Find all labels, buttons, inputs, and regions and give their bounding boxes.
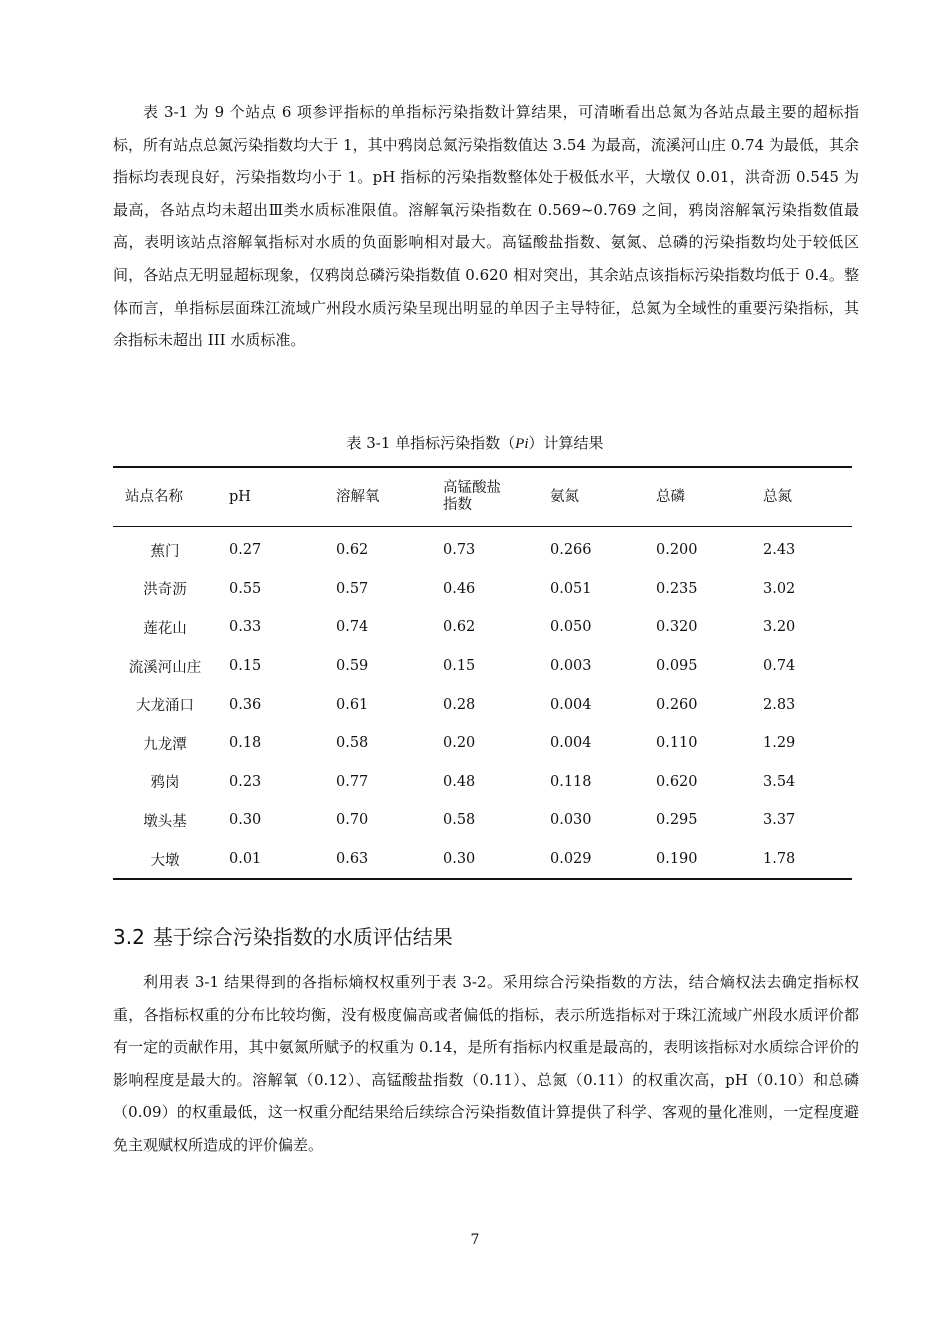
cell-site: 鸦岗 [150,775,180,792]
cell-ammonia-nitrogen: 0.118 [550,773,592,790]
cell-dissolved-oxygen: 0.61 [336,696,369,713]
cell-dissolved-oxygen: 0.59 [336,658,369,675]
header-total-nitrogen: 总氮 [763,488,792,505]
table-row [113,685,852,724]
cell-site: 洪奇沥 [143,582,187,599]
table-row [113,647,852,686]
table-row [113,801,852,840]
cell-dissolved-oxygen: 0.58 [336,735,369,752]
cell-ph: 0.18 [229,735,262,752]
cell-total-nitrogen: 1.29 [763,735,796,752]
cell-total-phosphorus: 0.620 [656,773,698,790]
cell-ph: 0.55 [229,580,262,597]
cell-ph: 0.15 [229,658,262,675]
cell-site: 大龙涌口 [136,698,194,715]
header-total-phosphorus: 总磷 [656,488,685,505]
pollution-index-table [113,466,852,880]
cell-total-phosphorus: 0.235 [656,580,698,597]
cell-total-phosphorus: 0.295 [656,812,698,829]
cell-permanganate-index: 0.48 [443,773,476,790]
section-title: 基于综合污染指数的水质评估结果 [152,925,453,949]
cell-ph: 0.27 [229,542,262,559]
cell-site: 流溪河山庄 [128,659,202,676]
table-row [113,724,852,763]
cell-total-phosphorus: 0.200 [656,542,698,559]
cell-permanganate-index: 0.46 [443,580,476,597]
cell-dissolved-oxygen: 0.57 [336,580,369,597]
table-row [113,570,852,609]
cell-ammonia-nitrogen: 0.004 [550,735,592,752]
cell-ammonia-nitrogen: 0.003 [550,658,592,675]
cell-total-phosphorus: 0.320 [656,619,698,636]
table-row [113,527,852,570]
cell-ammonia-nitrogen: 0.030 [550,812,592,829]
cell-permanganate-index: 0.73 [443,542,476,559]
table-caption-suffix: ）计算结果 [528,434,604,452]
body-paragraph-1: 表 3-1 为 9 个站点 6 项参评指标的单指标污染指数计算结果，可清晰看出总氮为各站点最主要的超标指标，所有站点总氮污染指数均大于 1，其中鸦岗总氮污染指数值达 3.54 为最高，流溪河山庄 0.74 为最低，其余指标均表现良好，污染指数均小于 1。pH 指标的污染指数整体处于极低水平，大墩仅 0.01，洪奇沥 0.545 为最高，各站点均未超出Ⅲ类水质标准限值。溶解氧污染指数在 0.569~0.769 之间，鸦岗溶解氧污染指数值最高，表明该站点溶解氧指标对水质的负面影响相对最大。高锰酸盐指数、氨氮、总磷的污染指数均处于较低区间，各站点无明显超标现象，仅鸦岗总磷污染指数值 0.620 相对突出，其余站点该指标污染指数均低于 0.4。整体而言，单指标层面珠江流域广州段水质污染呈现出明显的单因子主导特征，总氮为全域性的重要污染指标，其余指标未超出 III 水质标准。 [113,103,859,350]
cell-dissolved-oxygen: 0.74 [336,619,369,636]
cell-total-phosphorus: 0.110 [656,735,698,752]
cell-ph: 0.01 [229,851,262,868]
cell-total-nitrogen: 0.74 [763,658,796,675]
cell-ammonia-nitrogen: 0.050 [550,619,592,636]
table-caption-symbol: Pi [515,436,529,452]
cell-permanganate-index: 0.20 [443,735,476,752]
cell-permanganate-index: 0.58 [443,812,476,829]
cell-dissolved-oxygen: 0.63 [336,851,369,868]
header-permanganate-index: 高锰酸盐指数 [443,480,501,513]
header-ammonia-nitrogen: 氨氮 [550,488,579,505]
cell-permanganate-index: 0.15 [443,658,476,675]
cell-total-nitrogen: 3.54 [763,773,796,790]
cell-ph: 0.36 [229,696,262,713]
table-row [113,608,852,647]
cell-site: 墩头基 [143,813,187,830]
table-header-row [113,467,852,527]
cell-total-nitrogen: 2.83 [763,696,796,713]
table-caption-prefix: 表 3-1 单指标污染指数（ [346,434,516,452]
cell-dissolved-oxygen: 0.70 [336,812,369,829]
cell-total-nitrogen: 3.02 [763,580,796,597]
cell-dissolved-oxygen: 0.77 [336,773,369,790]
section-heading [113,922,453,952]
section-number: 3.2 [113,925,145,949]
cell-site: 莲花山 [143,620,187,637]
cell-total-phosphorus: 0.260 [656,696,698,713]
cell-total-nitrogen: 1.78 [763,851,796,868]
cell-ph: 0.23 [229,773,262,790]
cell-dissolved-oxygen: 0.62 [336,542,369,559]
cell-total-phosphorus: 0.095 [656,658,698,675]
cell-total-nitrogen: 3.37 [763,812,796,829]
cell-ph: 0.30 [229,812,262,829]
cell-site: 大墩 [150,852,180,869]
table-caption [0,432,950,455]
cell-site: 蕉门 [150,543,180,560]
cell-permanganate-index: 0.28 [443,696,476,713]
header-dissolved-oxygen: 溶解氧 [336,488,380,505]
cell-total-nitrogen: 3.20 [763,619,796,636]
header-site: 站点名称 [125,488,183,505]
cell-ammonia-nitrogen: 0.004 [550,696,592,713]
cell-ph: 0.33 [229,619,262,636]
page-number: 7 [470,1232,480,1248]
cell-ammonia-nitrogen: 0.051 [550,580,592,597]
header-ph: pH [229,488,251,505]
body-paragraph-2: 利用表 3-1 结果得到的各指标熵权权重列于表 3-2。采用综合污染指数的方法，结合熵权法去确定指标权重，各指标权重的分布比较均衡，没有极度偏高或者偏低的指标，表示所选指标对于珠江流域广州段水质评价都有一定的贡献作用，其中氨氮所赋予的权重为 0.14，是所有指标内权重是最高的，表明该指标对水质综合评价的影响程度是最大的。溶解氧（0.12）、高锰酸盐指数（0.11）、总氮（0.11）的权重次高，pH（0.10）和总磷（0.09）的权重最低，这一权重分配结果给后续综合污染指数值计算提供了科学、客观的量化准则，一定程度避免主观赋权所造成的评价偏差。 [113,973,859,1154]
table-row [113,840,852,880]
cell-total-phosphorus: 0.190 [656,851,698,868]
cell-permanganate-index: 0.30 [443,851,476,868]
cell-ammonia-nitrogen: 0.029 [550,851,592,868]
cell-permanganate-index: 0.62 [443,619,476,636]
cell-total-nitrogen: 2.43 [763,542,796,559]
cell-site: 九龙潭 [143,736,187,753]
table-row [113,763,852,802]
cell-ammonia-nitrogen: 0.266 [550,542,592,559]
